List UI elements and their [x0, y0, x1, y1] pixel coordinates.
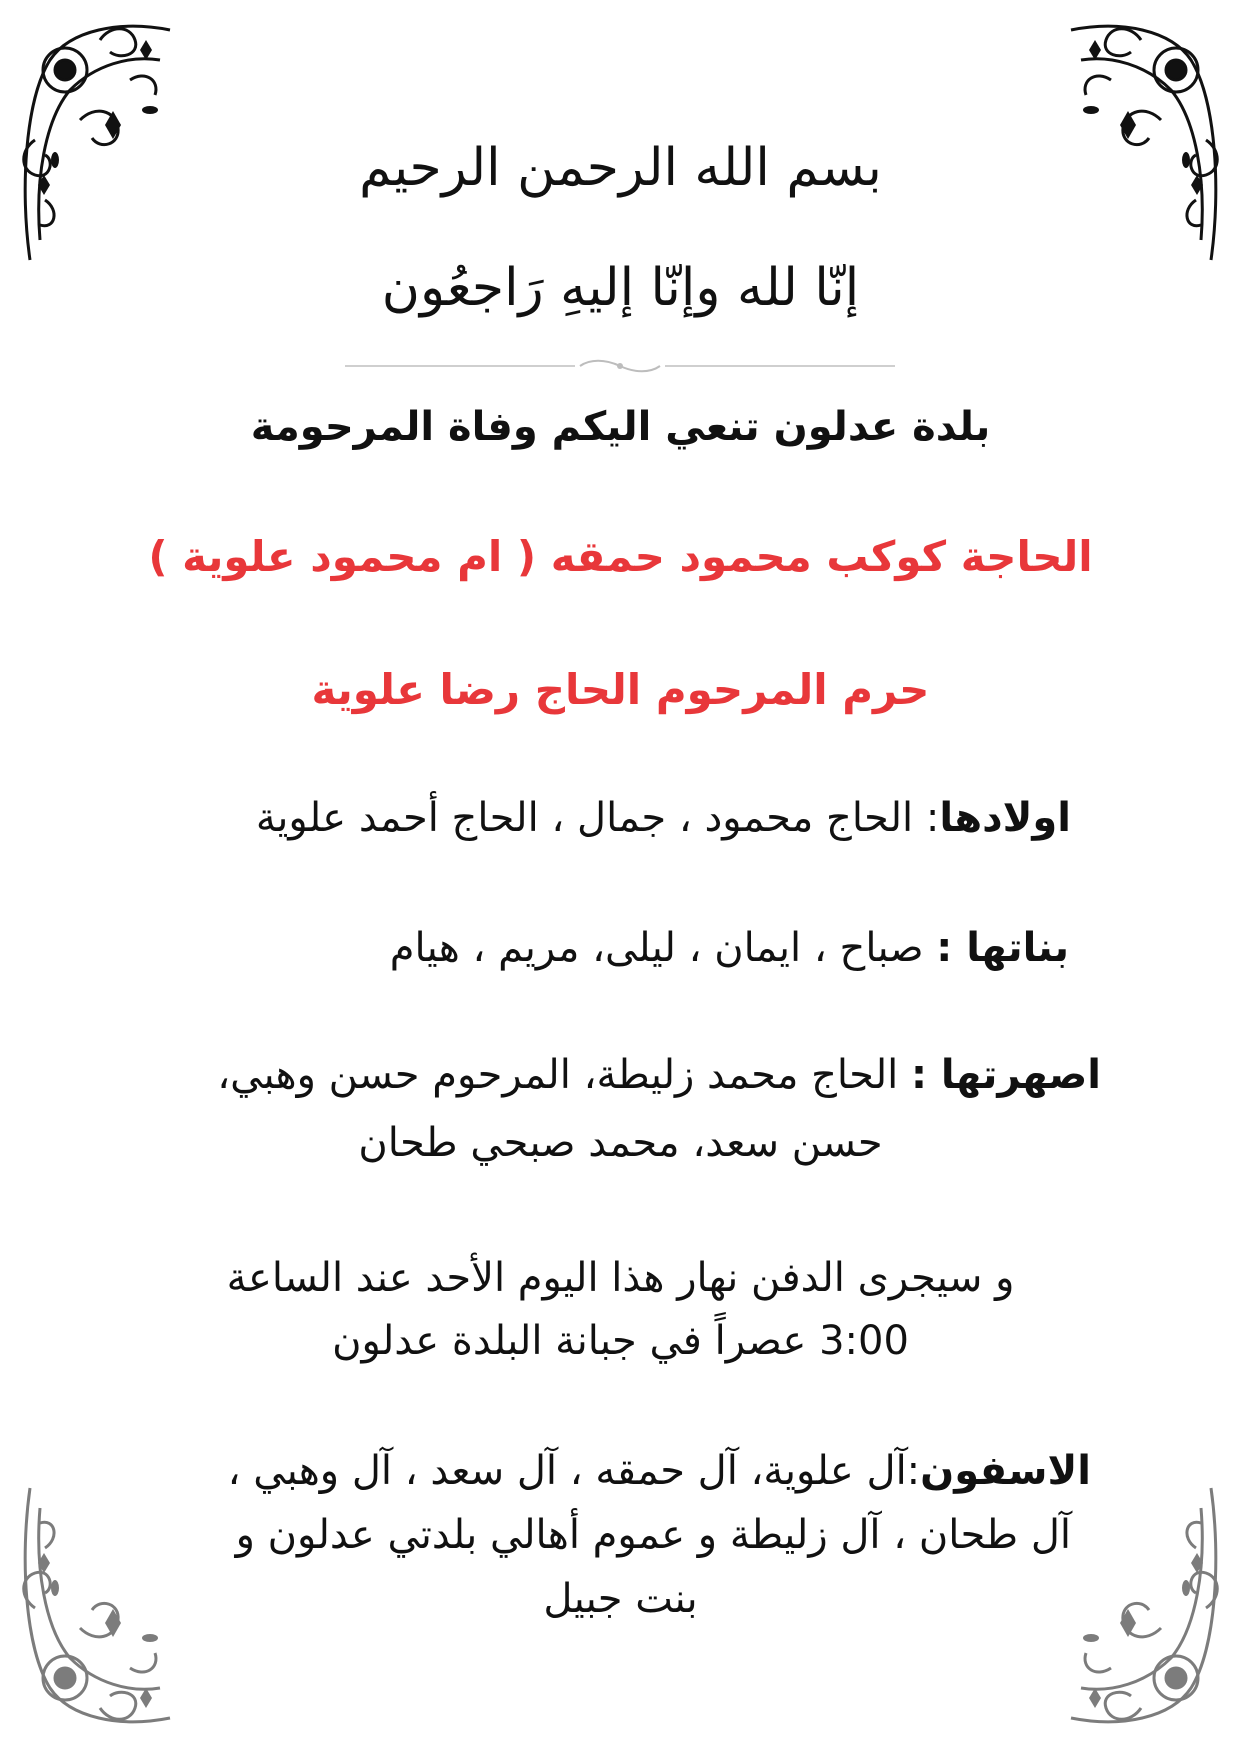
- mourners-entry: [228, 1448, 1091, 1494]
- mourners-label: الاسفون: [920, 1448, 1091, 1494]
- burial-line-1: و سيجرى الدفن نهار هذا اليوم الأحد عند الساعة: [226, 1255, 1015, 1301]
- sons-value: : الحاج محمود ، جمال ، الحاج أحمد علوية: [255, 795, 940, 841]
- announcement-intro: بلدة عدلون تنعي اليكم وفاة المرحومة: [250, 404, 991, 450]
- daughters-entry: [390, 925, 1069, 971]
- mourners-line-2: آل طحان ، آل زليطة و عموم أهالي بلدتي عدلون و: [235, 1512, 1071, 1558]
- deceased-spouse: حرم المرحوم الحاج رضا علوية: [311, 665, 930, 714]
- mourners-line-3: بنت جبيل: [543, 1576, 698, 1622]
- sonsinlaw-value-line2: حسن سعد، محمد صبحي طحان: [358, 1120, 883, 1166]
- divider-ornament-icon: [345, 358, 895, 372]
- sonsinlaw-value: الحاج محمد زليطة، المرحوم حسن وهبي،: [217, 1052, 911, 1098]
- sonsinlaw-entry: [217, 1052, 1101, 1098]
- verse-heading: إنّا لله وإنّا إليهِ رَاجعُون: [381, 258, 860, 318]
- sons-label: اولادها: [939, 795, 1071, 841]
- sonsinlaw-label: اصهرتها :: [910, 1052, 1101, 1098]
- burial-line-2: 3:00 عصراً في جبانة البلدة عدلون: [332, 1318, 909, 1364]
- daughters-value: صباح ، ايمان ، ليلى، مريم ، هيام: [389, 925, 937, 971]
- mourners-line1-value: :آل علوية، آل حمقه ، آل سعد ، آل وهبي ،: [227, 1448, 921, 1494]
- basmala-heading: بسم الله الرحمن الرحيم: [359, 138, 882, 198]
- deceased-name: الحاجة كوكب محمود حمقه ( ام محمود علوية ): [148, 532, 1093, 581]
- sons-entry: [256, 795, 1071, 841]
- daughters-label: بناتها :: [936, 925, 1069, 971]
